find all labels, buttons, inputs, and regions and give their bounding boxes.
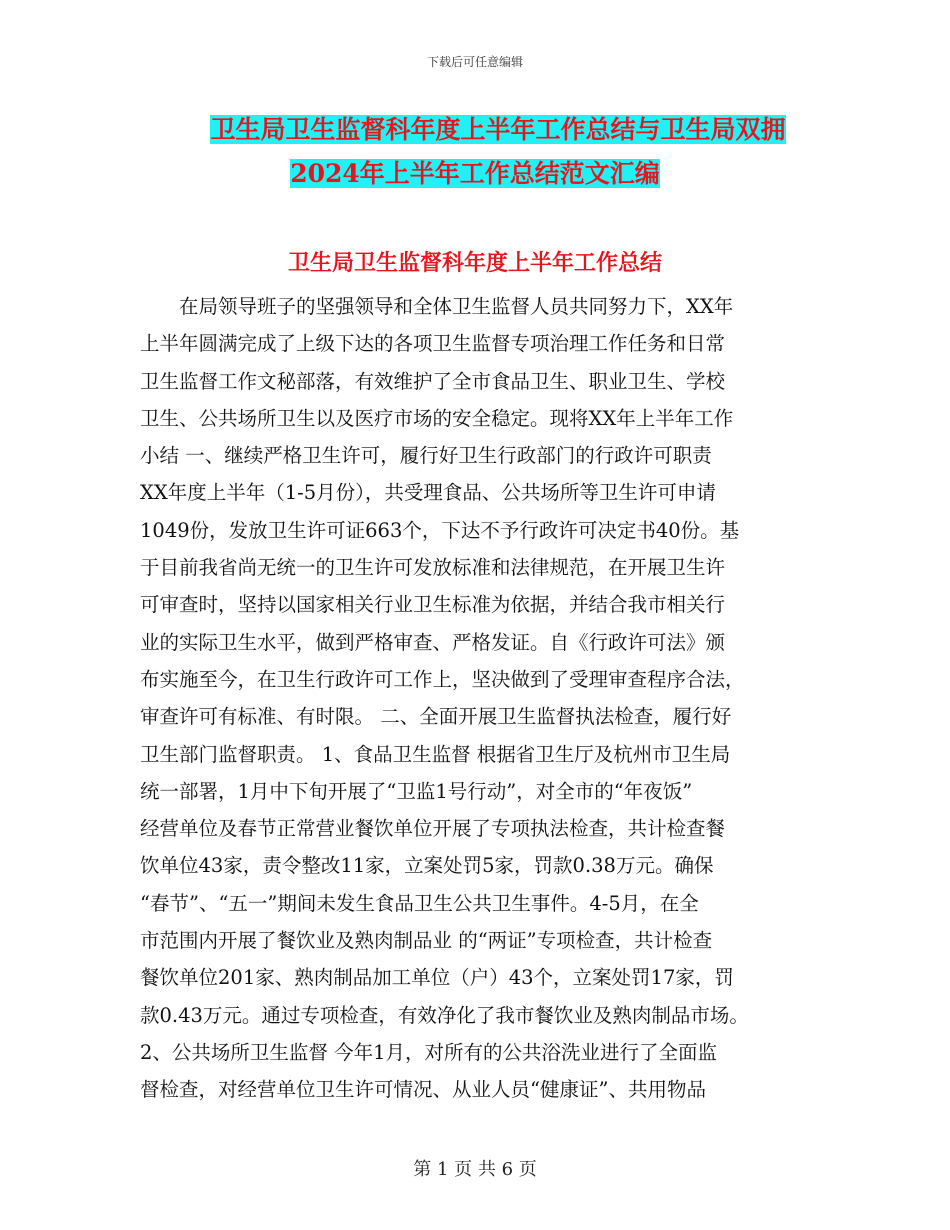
- body-paragraph: [140, 288, 820, 1109]
- section-title: 卫生局卫生监督科年度上半年工作总结: [287, 250, 662, 276]
- text-line: 款0.43万元。通过专项检查，有效净化了我市餐饮业及熟肉制品市场。: [140, 1003, 749, 1027]
- text-line: 2、公共场所卫生监督 今年1月，对所有的公共浴洗业进行了全面监: [140, 1040, 718, 1064]
- page-number-footer: 第 1 页 共 6 页: [413, 1159, 537, 1180]
- text-line: 统一部署，1月中下旬开展了“卫监1号行动”，对全市的“年夜饭”: [140, 779, 693, 803]
- text-line: 经营单位及春节正常营业餐饮单位开展了专项执法检查，共计检查餐: [140, 817, 726, 841]
- text-line: 卫生、公共场所卫生以及医疗市场的安全稳定。现将XX年上半年工作: [140, 406, 734, 430]
- text-line: 布实施至今，在卫生行政许可工作上，坚决做到了受理审查程序合法，: [140, 667, 745, 691]
- text-line: 可审查时，坚持以国家相关行业卫生标准为依据，并结合我市相关行: [140, 593, 726, 617]
- text-line: 督检查，对经营单位卫生许可情况、从业人员“健康证”、共用物品: [140, 1078, 706, 1102]
- text-line: 卫生监督工作文秘部落，有效维护了全市食品卫生、职业卫生、学校: [140, 369, 726, 393]
- header-note: 下载后可任意编辑: [426, 55, 523, 69]
- text-line: 餐饮单位201家、熟肉制品加工单位（户）43个，立案处罚17家，罚: [140, 966, 734, 990]
- text-line: 于目前我省尚无统一的卫生许可发放标准和法律规范，在开展卫生许: [140, 556, 726, 580]
- text-line: 1049份，发放卫生许可证663个，下达不予行政许可决定书40份。基: [140, 518, 740, 542]
- text-line: 业的实际卫生水平，做到严格审查、严格发证。自《行政许可法》颁: [140, 630, 726, 654]
- text-line: 小结 一、继续严格卫生许可，履行好卫生行政部门的行政许可职责: [140, 444, 712, 468]
- text-line: 饮单位43家，责令整改11家，立案处罚5家，罚款0.38万元。确保: [140, 854, 714, 878]
- text-line: 上半年圆满完成了上级下达的各项卫生监督专项治理工作任务和日常: [140, 332, 726, 356]
- text-line: “春节”、“五一”期间未发生食品卫生公共卫生事件。4-5月，在全: [140, 891, 699, 915]
- text-line: XX年度上半年（1-5月份），共受理食品、公共场所等卫生许可申请: [140, 481, 716, 505]
- document-title-line-1: [0, 110, 950, 150]
- text-line: 卫生部门监督职责。 1、食品卫生监督 根据省卫生厅及杭州市卫生局: [140, 742, 731, 766]
- document-title-line-2: [0, 154, 950, 194]
- text-line: 在局领导班子的坚强领导和全体卫生监督人员共同努力下，XX年: [140, 295, 734, 318]
- title-highlight-1: 卫生局卫生监督科年度上半年工作总结与卫生局双拥: [210, 115, 786, 144]
- text-line: 审查许可有标准、有时限。 二、全面开展卫生监督执法检查，履行好: [140, 705, 732, 729]
- text-line: 市范围内开展了餐饮业及熟肉制品业 的“两证”专项检查，共计检查: [140, 929, 713, 953]
- title-highlight-2: 2024年上半年工作总结范文汇编: [290, 159, 660, 188]
